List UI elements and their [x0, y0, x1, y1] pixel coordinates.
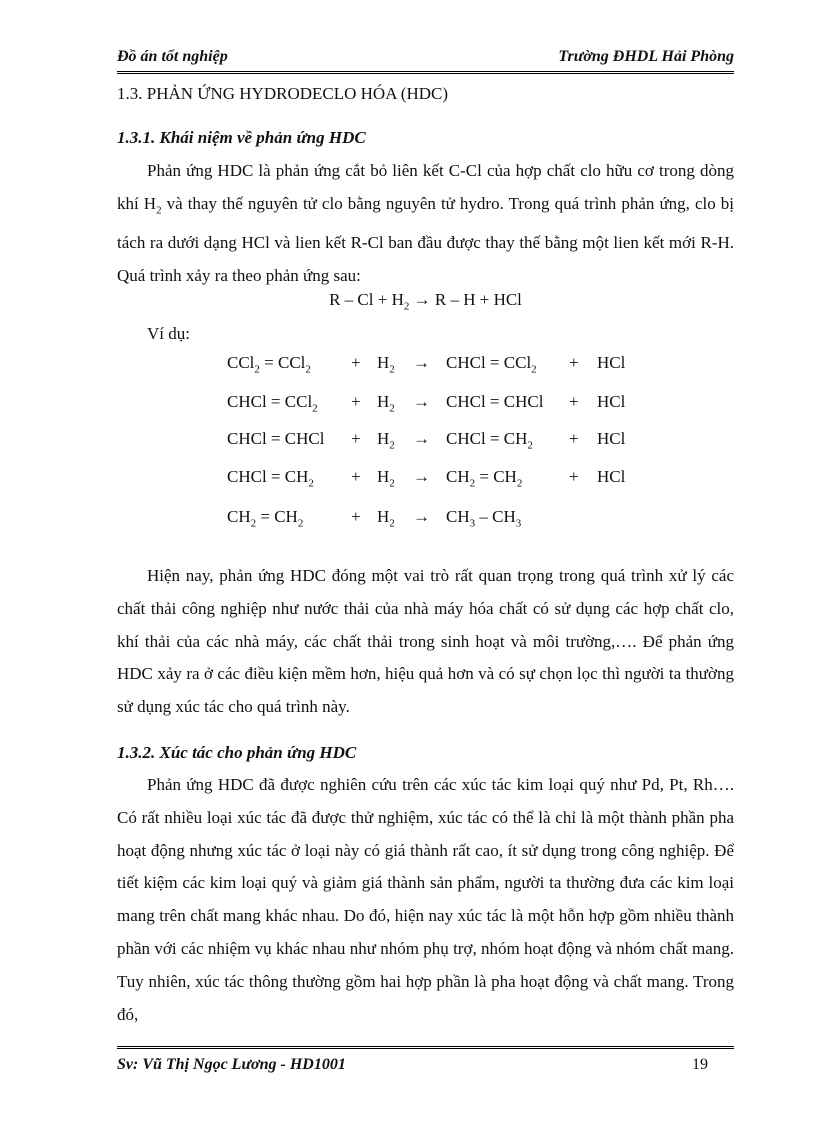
header-rule [117, 71, 734, 74]
footer-author: Sv: Vũ Thị Ngọc Lương - HD1001 [117, 1056, 346, 1073]
example-label: Ví dụ: [147, 324, 190, 343]
paragraph-catalyst: Phản ứng HDC đã được nghiên cứu trên các xúc tác kim loại quý như Pd, Pt, Rh…. Có rất nhiều loại xúc tác đã được thử nghiệm, xúc tác có thể là chỉ là một thành phần pha hoạt động nhưng xúc tác ở loại này có giá thành rất cao, ít sử dụng trong công nghiệp. Để tiết kiệm các kim loại quý và giảm giá thành sản phẩm, người ta thường đưa các kim loại mang trên chất mang khác nhau. Do đó, hiện nay xúc tác là một hỗn hợp gồm nhiều thành phần với các nhiệm vụ khác nhau như nhóm phụ trợ, nhóm hoạt động và nhóm chất mang. Tuy nhiên, xúc tác thông thường gồm hai hợp phần là pha hoạt động và chất mang. Trong đó, [117, 775, 734, 1024]
paragraph-definition: Phản ứng HDC là phản ứng cắt bỏ liên kết C-Cl của hợp chất clo hữu cơ trong dòng khí $H_2$ và thay thế nguyên tử clo bằng nguyên tử hydro. Trong quá trình phản ứng, clo bị tách ra dưới dạng HCl và lien kết R-Cl ban đầu được thay thế bằng một lien kết mới R-H. Quá trình xảy ra theo phản ứng sau: [117, 161, 735, 285]
subsection-title-2: 1.3.2. Xúc tác cho phản ứng HDC [117, 743, 357, 762]
reaction-row: $CH_2 = CH_2$ + $H_2$ → $CH_3 - CH_3$ [227, 507, 522, 530]
footer-rule [117, 1046, 734, 1049]
page-header [117, 48, 734, 72]
paragraph-importance: Hiện nay, phản ứng HDC đóng một vai trò rất quan trọng trong quá trình xử lý các chất thải công nghiệp như nước thải của nhà máy hóa chất có sử dụng các hợp chất clo, khí thải của các nhà máy, các chất thải trong sinh hoạt và môi trường,…. Để phản ứng HDC xảy ra ở các điều kiện mềm hơn, hiệu quả hơn và có sự chọn lọc thì người ta thường sử dụng xúc tác cho quá trình này. [117, 566, 734, 717]
reaction-row: CCl$_2$ = CCl$_2$ + $H_2$ → CHCl = CCl$_2$ + HCl [227, 353, 626, 376]
reaction-row: CHCl = CCl$_2$ + $H_2$ → CHCl = CHCl + HCl [227, 392, 626, 415]
general-equation: $R - Cl + H_2 \to R - H$ + HCl [329, 290, 522, 313]
page-number: 19 [692, 1056, 708, 1073]
header-left: Đồ án tốt nghiệp [117, 48, 228, 65]
header-right: Trường ĐHDL Hải Phòng [558, 48, 734, 65]
reaction-row: CHCl = $CH_2$ + $H_2$ → $CH_2 = CH_2$ + HCl [227, 467, 626, 490]
subsection-title-1: 1.3.1. Khái niệm về phản ứng HDC [117, 128, 366, 147]
section-title: 1.3. PHẢN ỨNG HYDRODECLO HÓA (HDC) [117, 84, 448, 103]
reaction-row: CHCl = CHCl + $H_2$ → CHCl = $CH_2$ + HCl [227, 429, 626, 452]
page-footer [117, 1056, 734, 1080]
